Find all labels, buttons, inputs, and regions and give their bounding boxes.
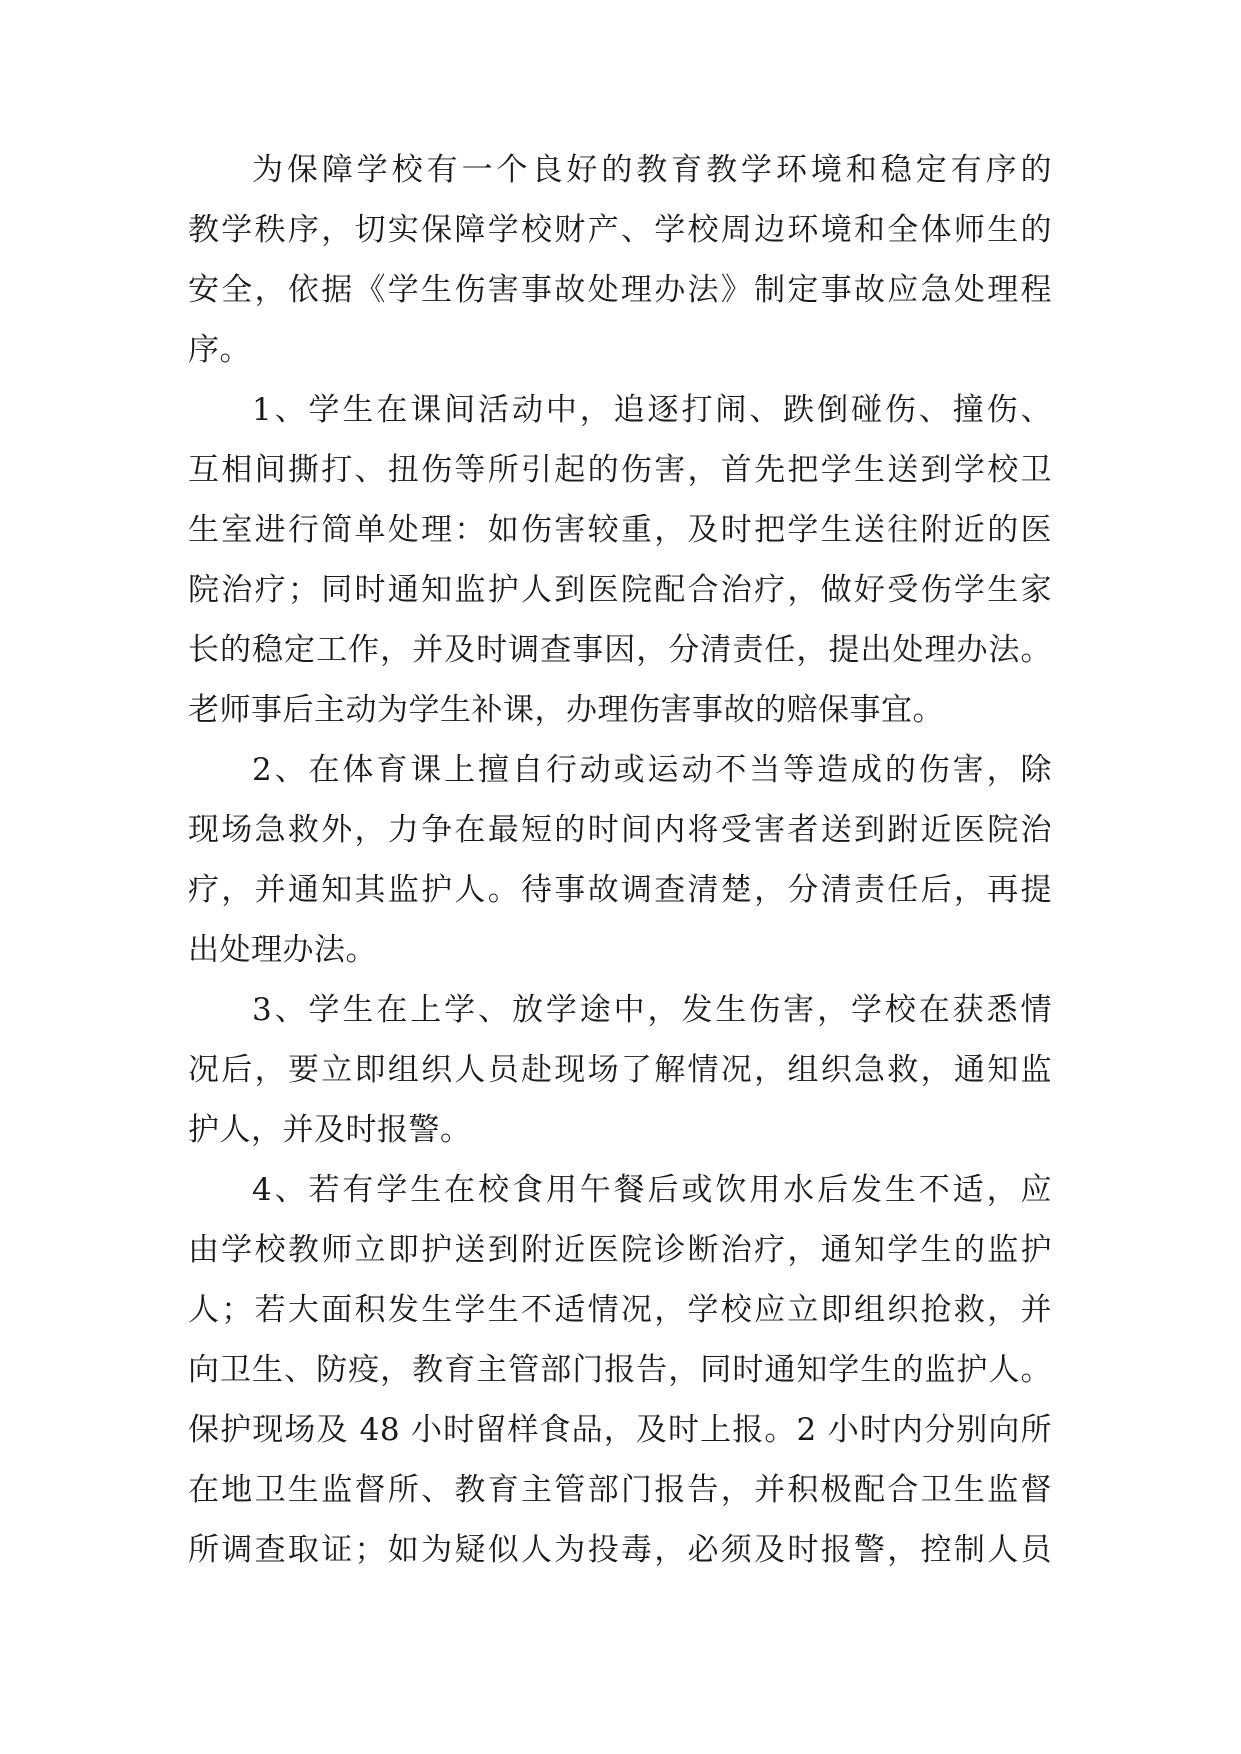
text-line: 2、在体育课上擅自行动或运动不当等造成的伤害，除: [252, 752, 1052, 788]
text-line: 在地卫生监督所、教育主管部门报告，并积极配合卫生监督: [188, 1472, 1052, 1508]
text-line: 院治疗；同时通知监护人到医院配合治疗，做好受伤学生家: [188, 572, 1052, 608]
text-line: 1、学生在课间活动中，追逐打闹、跌倒碰伤、撞伤、: [252, 392, 1052, 428]
text-line: 现场急救外，力争在最短的时间内将受害者送到跗近医院治: [188, 812, 1052, 848]
text-line: 教学秩序，切实保障学校财产、学校周边环境和全体师生的: [188, 212, 1052, 248]
text-line: 护人，并及时报警。: [188, 1112, 472, 1148]
text-line: 由学校教师立即护送到附近医院诊断治疗，通知学生的监护: [188, 1232, 1052, 1268]
text-line: 况后，要立即组织人员赴现场了解情况，组织急救，通知监: [188, 1052, 1052, 1088]
text-line: 为保障学校有一个良好的教育教学环境和稳定有序的: [252, 152, 1052, 188]
text-line: 互相间撕打、扭伤等所引起的伤害，首先把学生送到学校卫: [188, 452, 1052, 488]
text-line: 出处理办法。: [188, 932, 377, 968]
text-line: 4、若有学生在校食用午餐后或饮用水后发生不适，应: [252, 1172, 1052, 1208]
text-line: 安全，依据《学生伤害事故处理办法》制定事故应急处理程: [188, 272, 1052, 308]
text-line: 所调查取证；如为疑似人为投毒，必须及时报警，控制人员: [188, 1532, 1052, 1568]
text-line: 长的稳定工作，并及时调查事因，分清责任，提出处理办法。: [188, 632, 1052, 668]
text-line: 序。: [188, 332, 251, 368]
text-line: 老师事后主动为学生补课，办理伤害事故的赔保事宜。: [188, 692, 944, 728]
text-line: 保护现场及 48 小时留样食品，及时上报。2 小时内分别向所: [188, 1412, 1052, 1448]
text-line: 3、学生在上学、放学途中，发生伤害，学校在获悉情: [252, 992, 1052, 1028]
text-line: 生室进行简单处理：如伤害较重，及时把学生送往附近的医: [188, 512, 1052, 548]
text-line: 人；若大面积发生学生不适情况，学校应立即组织抢救，并: [188, 1292, 1052, 1328]
text-line: 疗，并通知其监护人。待事故调查清楚，分清责任后，再提: [188, 872, 1052, 908]
text-line: 向卫生、防疫，教育主管部门报告，同时通知学生的监护人。: [188, 1352, 1052, 1388]
